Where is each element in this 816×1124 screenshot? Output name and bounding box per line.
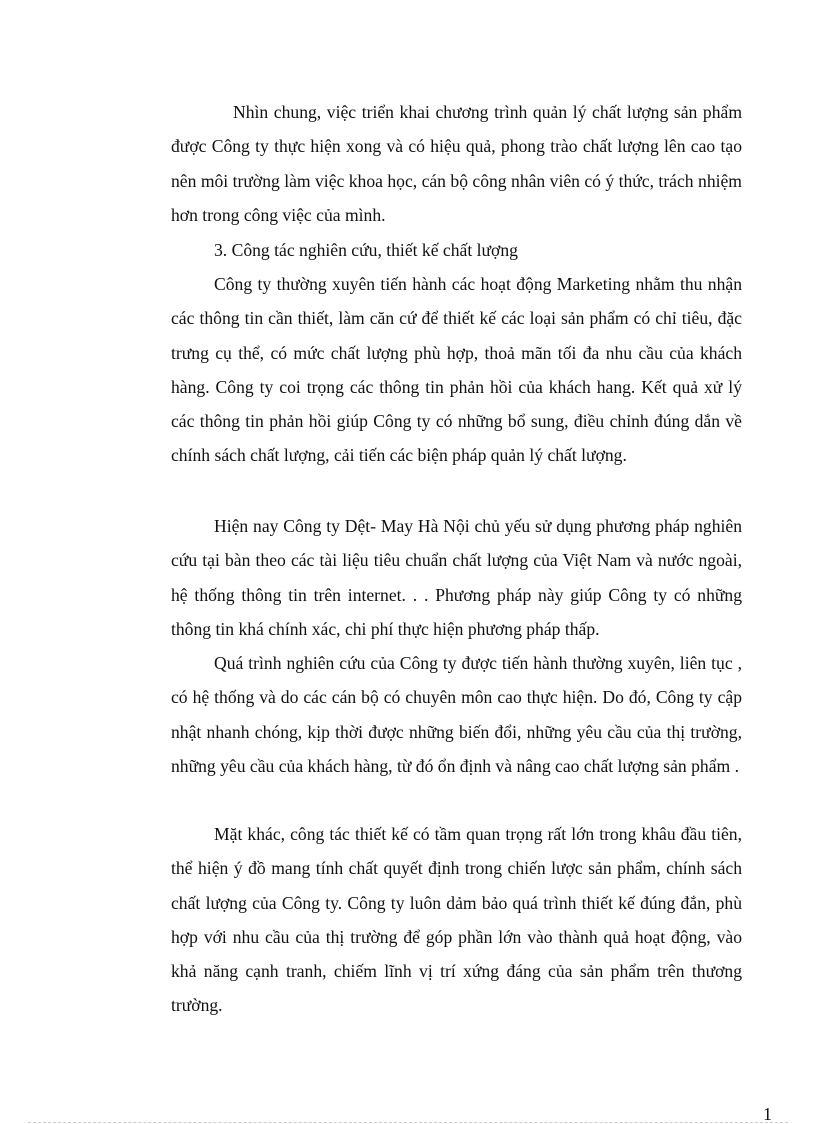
paragraph-research-process: Quá trình nghiên cứu của Công ty được tiến hành thường xuyên, liên tục , có hệ thống và do các cán bộ có chuyên môn cao thực hiện. Do đó, Công ty cập nhật nhanh chóng, kịp thời được những biến đổi, những yêu cầu của thị trường, những yêu cầu của khách hàng, từ đó ổn định và nâng cao chất lượng sản phẩm . [171, 653, 742, 776]
section-heading: 3. Công tác nghiên cứu, thiết kế chất lượng [214, 240, 518, 260]
paragraph-marketing: Công ty thường xuyên tiến hành các hoạt động Marketing nhằm thu nhận các thông tin cần thiết, làm căn cứ để thiết kế các loại sản phẩm có chỉ tiêu, đặc trưng cụ thể, có mức chất lượng phù hợp, thoả mãn tối đa nhu cầu của khách hàng. Công ty coi trọng các thông tin phản hồi của khách hang. Kết quả xử lý các thông tin phản hồi giúp Công ty có những bổ sung, điều chỉnh đúng dắn về chính sách chất lượng, cải tiến các biện pháp quản lý chất lượng. [171, 274, 742, 466]
paragraph-design: Mặt khác, công tác thiết kế có tầm quan trọng rất lớn trong khâu đầu tiên, thể hiện ý đồ mang tính chất quyết định trong chiến lược sản phẩm, chính sách chất lượng của Công ty. Công ty luôn dảm bảo quá trình thiết kế đúng đắn, phù hợp với nhu cầu của thị trường để góp phần lớn vào thành quả hoạt động, vào khả năng cạnh tranh, chiếm lĩnh vị trí xứng đáng của sản phẩm trên thương trường. [171, 824, 742, 1016]
page-number: 1 [763, 1104, 772, 1124]
paragraph-research-method: Hiện nay Công ty Dệt- May Hà Nội chủ yếu sử dụng phương pháp nghiên cứu tại bàn theo các tài liệu tiêu chuẩn chất lượng của Việt Nam và nước ngoài, hệ thống thông tin trên internet. . . Phương pháp này giúp Công ty có những thông tin khá chính xác, chi phí thực hiện phương pháp thấp. [171, 516, 742, 639]
paragraph-summary: Nhìn chung, việc triển khai chương trình quản lý chất lượng sản phẩm được Công ty thực hiện xong và có hiệu quả, phong trào chất lượng lên cao tạo nên môi trường làm việc khoa học, cán bộ công nhân viên có ý thức, trách nhiệm hơn trong công việc của mình. [171, 102, 742, 225]
